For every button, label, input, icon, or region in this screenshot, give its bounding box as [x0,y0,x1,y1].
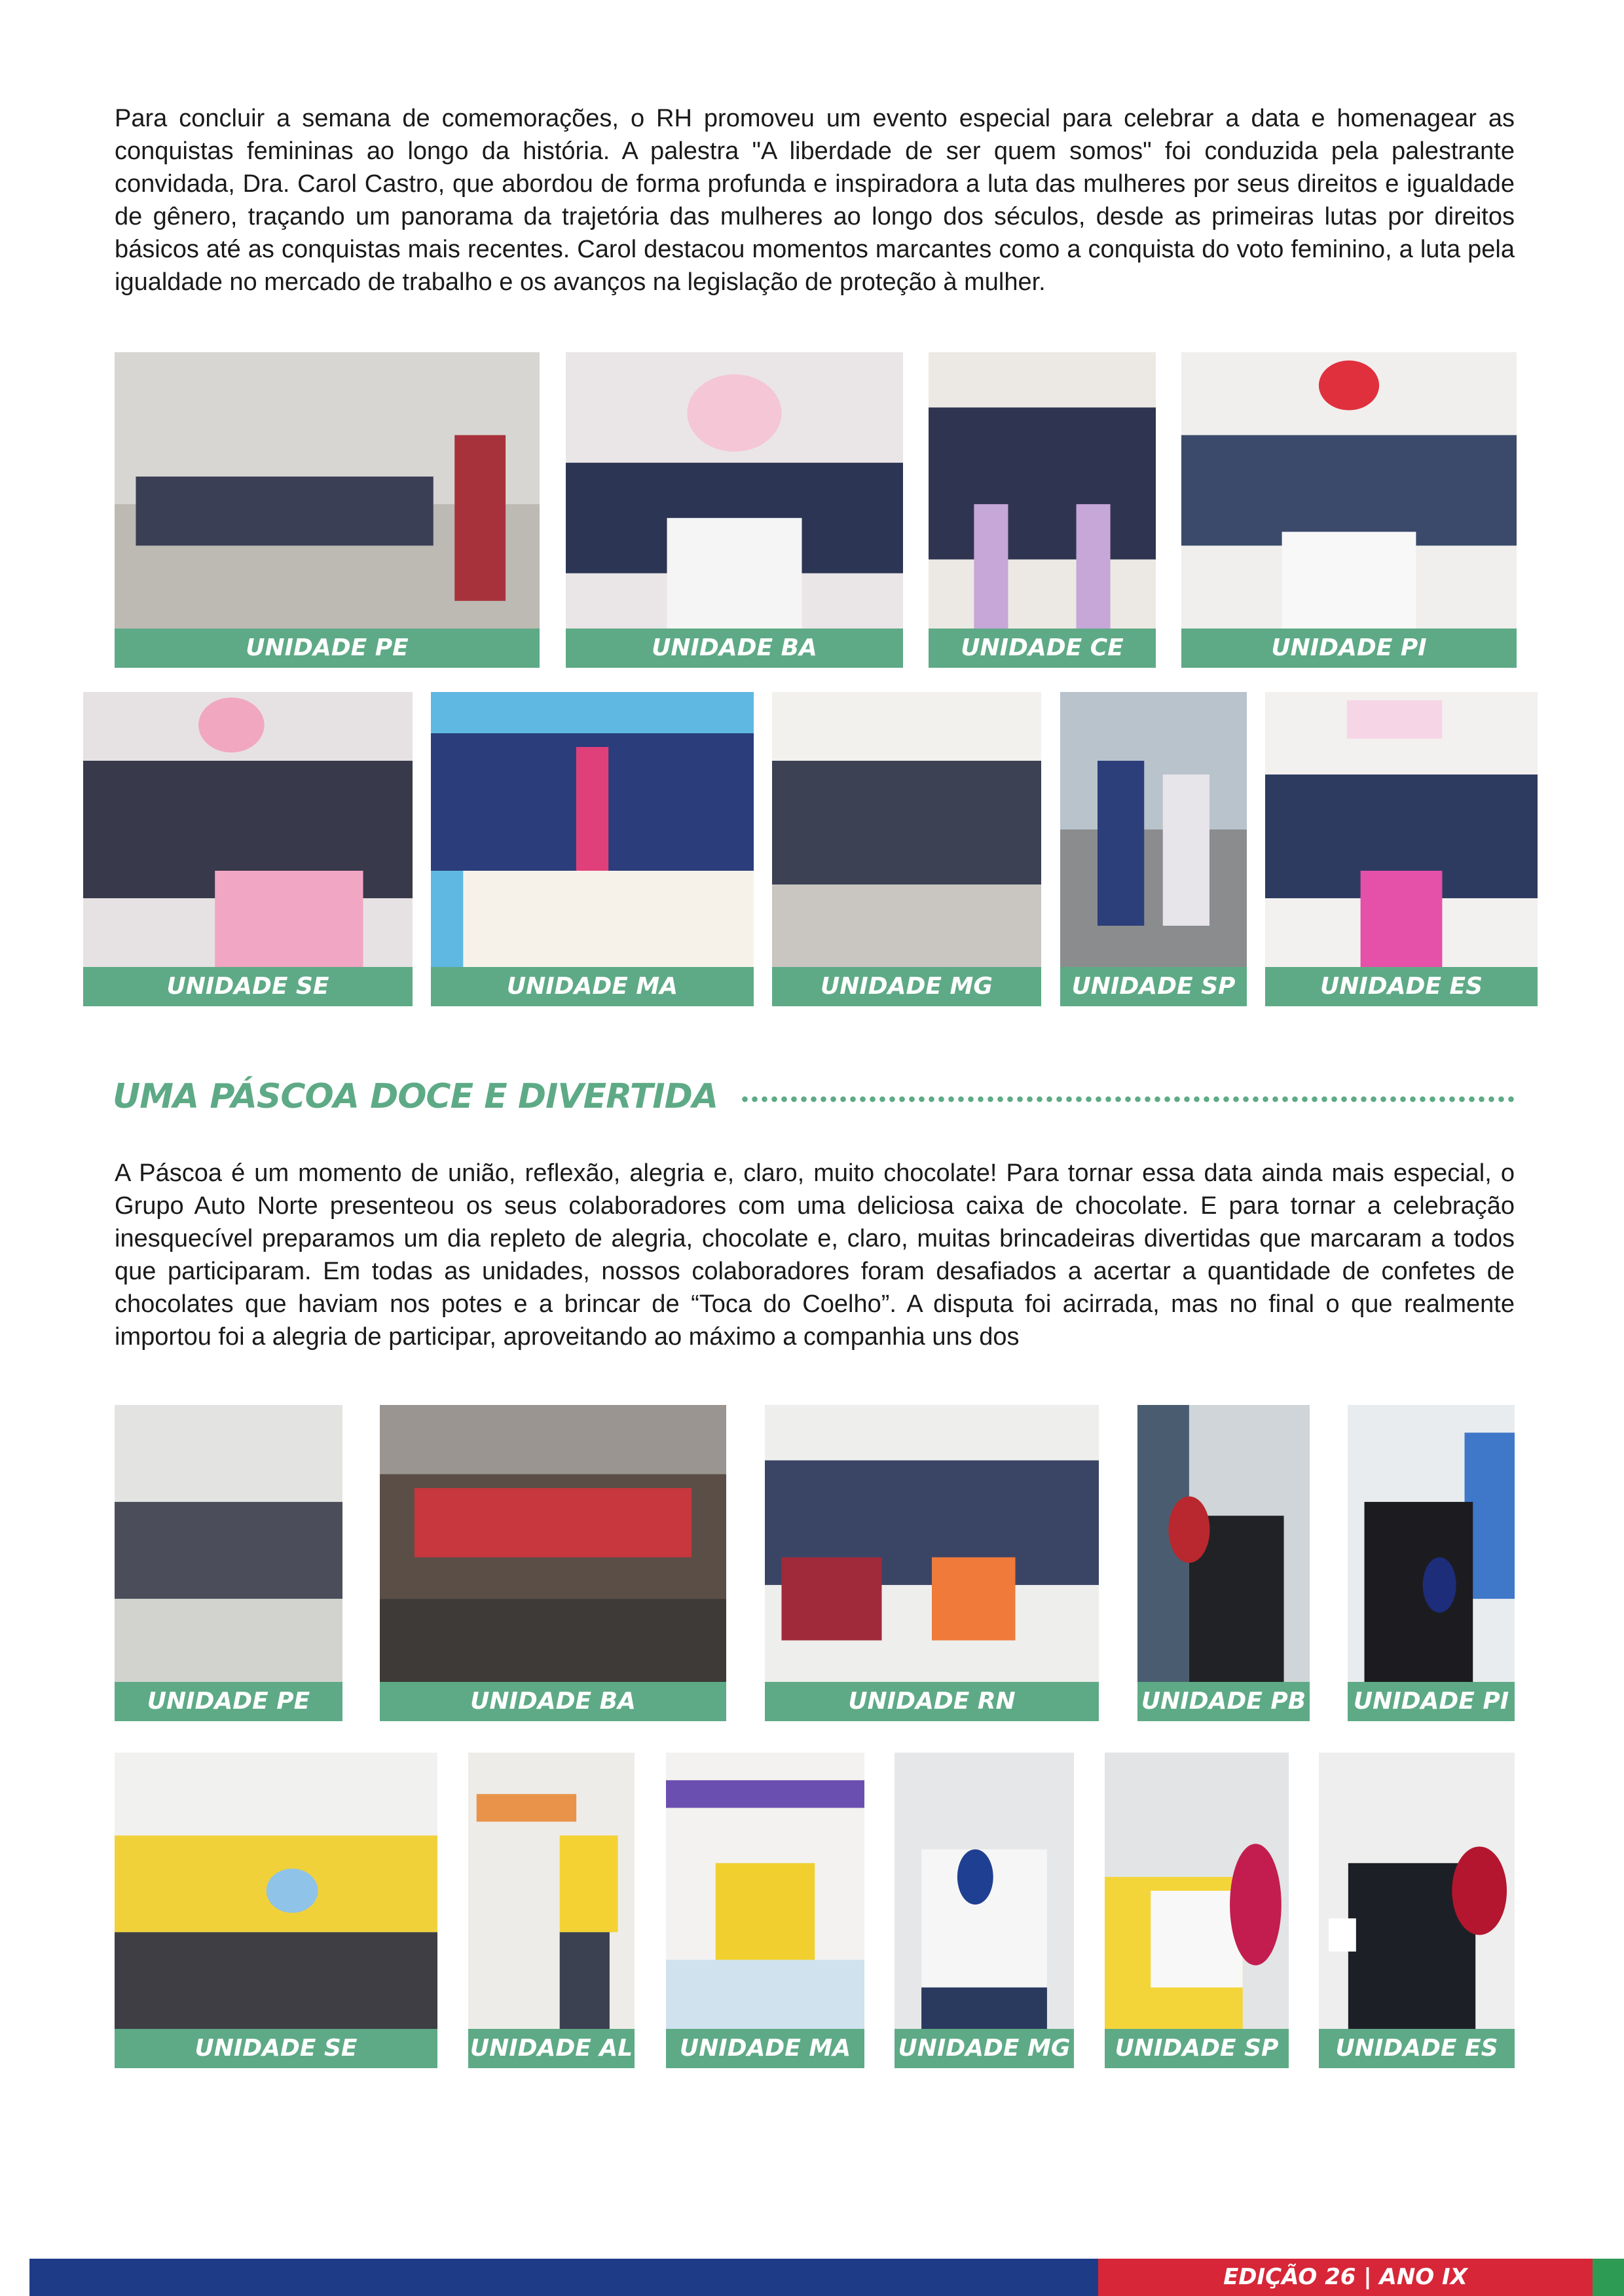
photo-image [1060,692,1247,967]
photo-womens-day-es [1265,692,1538,1006]
photo-image [115,1405,342,1682]
photo-easter-se [115,1753,437,2068]
photo-easter-ba [380,1405,726,1721]
photo-caption: UNIDADE MA [666,2029,864,2068]
photo-womens-day-ce [929,352,1156,668]
section-title: UMA PÁSCOA DOCE E DIVERTIDA [113,1077,718,1116]
photo-image [1265,692,1538,967]
photo-caption: UNIDADE BA [380,1682,726,1721]
photo-womens-day-ba [566,352,903,668]
photo-caption: UNIDADE PI [1348,1682,1515,1721]
photo-caption: UNIDADE SE [83,967,413,1006]
photo-image [1348,1405,1515,1682]
photo-caption: UNIDADE MG [895,2029,1074,2068]
easter-paragraph: A Páscoa é um momento de união, reflexão, alegria e, claro, muito chocolate! Para tornar essa data ainda mais especial, o Grupo Auto Norte presenteou os seus colaboradores com uma deliciosa caixa de chocolate. E para tornar a celebração inesquecível preparamos um dia repleto de alegria, chocolate e, claro, muitas brincadeiras divertidas que marcaram a todos que participaram. Em todas as unidades, nossos colaboradores foram desafiados a acertar a quantidade de confetes de chocolates que haviam nos potes e a brincar de “Toca do Coelho”. A disputa foi acirrada, mas no final o que realmente importou foi a alegria de participar, aproveitando ao máximo a companhia uns dos [115,1159,1515,1351]
footer-bar-blue [29,2259,1098,2296]
photo-image [765,1405,1099,1682]
photo-image [1137,1405,1310,1682]
photo-image [1105,1753,1289,2029]
photo-womens-day-ma [431,692,754,1006]
photo-image [1181,352,1517,629]
intro-paragraph: Para concluir a semana de comemorações, o RH promoveu um evento especial para celebrar a data e homenagear as conquistas femininas ao longo da história. A palestra "A liberdade de ser quem somos" foi conduzida pela palestrante convidada, Dra. Carol Castro, que abordou de forma profunda e inspiradora a luta das mulheres por seus direitos e igualdade de gênero, traçando um panorama da trajetória das mulheres ao longo dos séculos, desde as primeiras lutas por direitos básicos até as conquistas mais recentes. Carol destacou momentos marcantes como a conquista do voto feminino, a luta pela igualdade no mercado de trabalho e os avanços na legislação de proteção à mulher. [115,105,1515,296]
photo-image [380,1405,726,1682]
photo-image [83,692,413,967]
photo-image [895,1753,1074,2029]
photo-caption: UNIDADE CE [929,629,1156,668]
photo-easter-pi [1348,1405,1515,1721]
photo-image [115,352,540,629]
footer-bar-green [1593,2259,1624,2296]
photo-caption: UNIDADE AL [468,2029,635,2068]
photo-easter-pe [115,1405,342,1721]
photo-caption: UNIDADE MA [431,967,754,1006]
photo-womens-day-sp [1060,692,1247,1006]
photo-easter-mg [895,1753,1074,2068]
photo-caption: UNIDADE PE [115,629,540,668]
photo-womens-day-mg [772,692,1041,1006]
photo-caption: UNIDADE PI [1181,629,1517,668]
photo-caption: UNIDADE RN [765,1682,1099,1721]
photo-caption: UNIDADE ES [1265,967,1538,1006]
photo-womens-day-se [83,692,413,1006]
section-heading [113,1074,1517,1120]
title-dotted-rule [740,1096,1517,1102]
photo-image [929,352,1156,629]
photo-image [1319,1753,1515,2029]
photo-easter-pb [1137,1405,1310,1721]
footer-edition: EDIÇÃO 26 | ANO IX [1098,2259,1593,2296]
photo-image [772,692,1041,967]
photo-womens-day-pi [1181,352,1517,668]
photo-image [115,1753,437,2029]
photo-caption: UNIDADE SE [115,2029,437,2068]
photo-easter-sp [1105,1753,1289,2068]
photo-caption: UNIDADE BA [566,629,903,668]
photo-easter-rn [765,1405,1099,1721]
photo-image [566,352,903,629]
photo-caption: UNIDADE SP [1060,967,1247,1006]
photo-caption: UNIDADE MG [772,967,1041,1006]
photo-caption: UNIDADE PB [1137,1682,1310,1721]
photo-easter-es [1319,1753,1515,2068]
photo-caption: UNIDADE PE [115,1682,342,1721]
photo-image [666,1753,864,2029]
photo-image [431,692,754,967]
photo-womens-day-pe [115,352,540,668]
photo-easter-ma [666,1753,864,2068]
photo-easter-al [468,1753,635,2068]
photo-caption: UNIDADE SP [1105,2029,1289,2068]
photo-caption: UNIDADE ES [1319,2029,1515,2068]
photo-image [468,1753,635,2029]
